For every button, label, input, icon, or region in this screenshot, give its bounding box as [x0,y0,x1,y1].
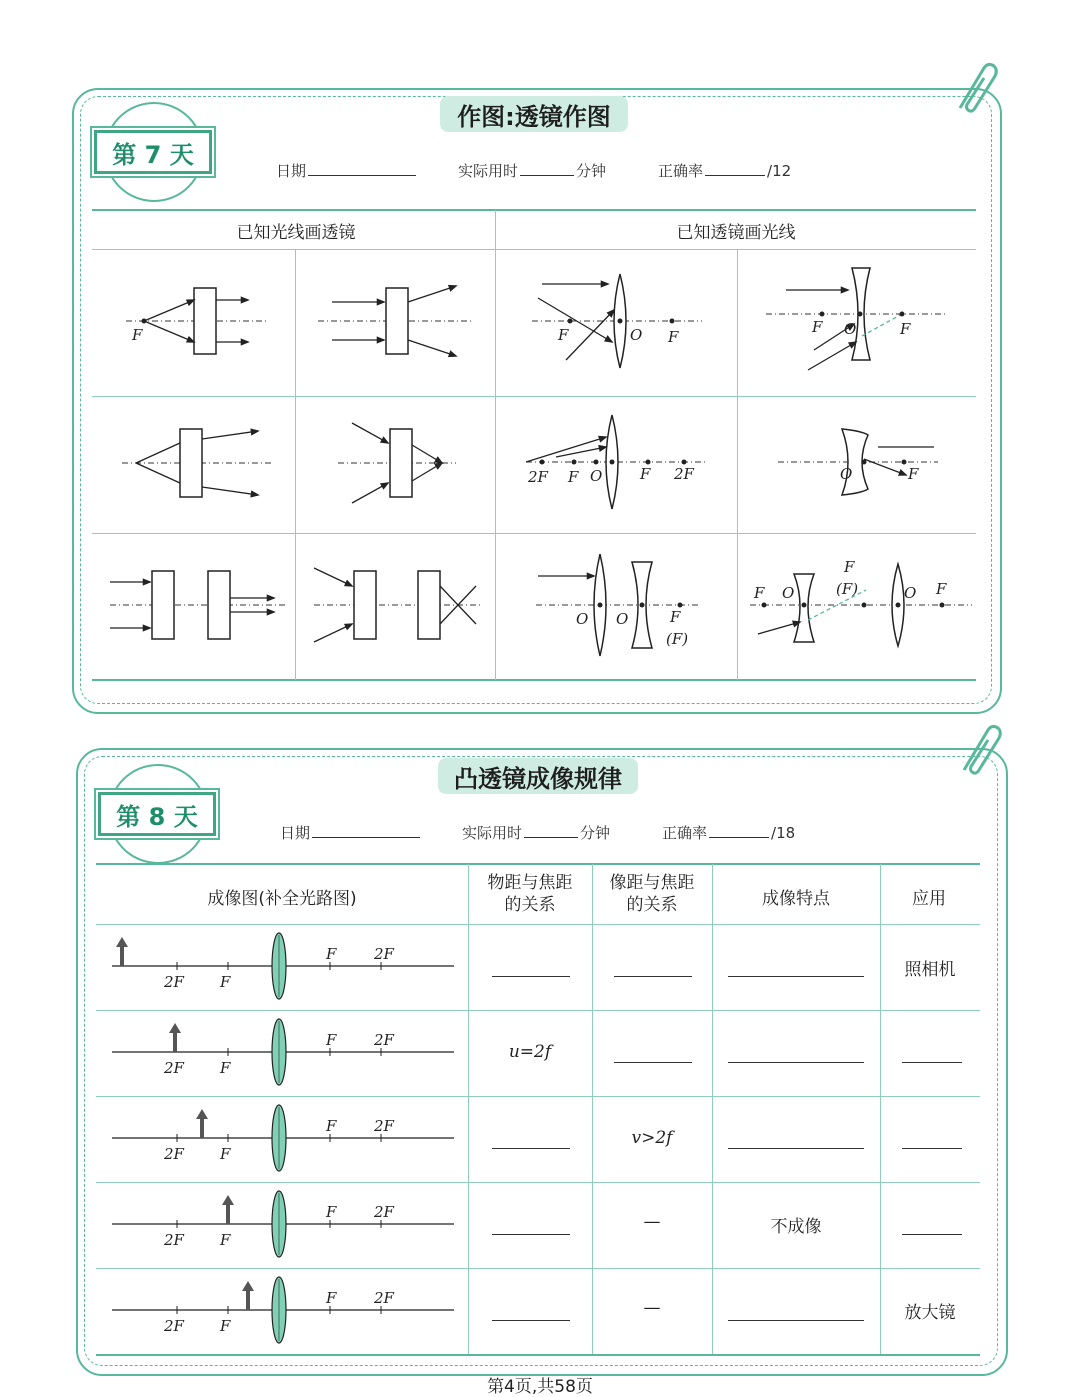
day7-title: 作图:透镜作图 [440,96,628,132]
diagram-7-3 [496,250,736,396]
row4-feature: 不成像 [770,1217,822,1237]
svg-text:F: F [670,608,681,626]
diagram-7-12 [738,534,978,680]
day8-date-blank[interactable] [312,836,420,838]
day8-col-divider-4 [880,864,881,1354]
row2-feature-blank[interactable] [728,1062,864,1063]
day8-header-object-dist [468,872,592,916]
day8-header-diagram: 成像图(补全光路图) [207,889,357,909]
day7-time-text: 实际用时 [458,162,519,180]
svg-text:F: F [326,1289,337,1307]
svg-text:O: O [782,584,795,602]
lens-diagram-row-1 [108,925,458,1011]
day8-title: 凸透镜成像规律 [438,758,638,794]
row4-application-blank[interactable] [902,1234,962,1235]
lens-diagram-row-3 [108,1097,458,1183]
day7-accuracy-total: /12 [767,162,792,180]
diagram-7-4 [738,250,978,396]
day7-accuracy-blank[interactable] [705,174,765,176]
svg-text:(F): (F) [836,580,859,598]
svg-text:2F: 2F [374,945,394,963]
day8-badge: 第 8 天 [98,792,216,836]
day8-header-image-dist [592,872,712,916]
paperclip-icon [950,60,1000,120]
day8-header-features: 成像特点 [762,889,830,909]
svg-text:F: F [844,558,855,576]
svg-text:O: O [630,326,643,344]
svg-text:F: F [908,465,919,483]
row2-application-blank[interactable] [902,1062,962,1063]
svg-text:F: F [220,1059,231,1077]
day8-date-label [280,822,422,843]
day8-accuracy-total: /18 [771,824,796,842]
row4-image-dist: — [643,1212,661,1232]
row5-image-dist: — [643,1298,661,1318]
svg-text:F: F [558,326,569,344]
svg-text:O: O [904,584,917,602]
day8-col-divider-3 [712,864,713,1354]
day8-date-text: 日期 [280,824,311,842]
day7-time-unit: 分钟 [576,162,607,180]
row4-object-dist-blank[interactable] [492,1234,570,1235]
row1-image-dist-blank[interactable] [614,976,692,977]
diagram-7-7 [496,397,736,533]
row3-object-dist-blank[interactable] [492,1148,570,1149]
day8-table-top [96,863,980,865]
row5-feature-blank[interactable] [728,1320,864,1321]
row3-feature-blank[interactable] [728,1148,864,1149]
svg-text:O: O [840,465,853,483]
day7-col-right-header: 已知透镜画光线 [676,223,796,243]
row5-object-dist-blank[interactable] [492,1320,570,1321]
day8-time-unit: 分钟 [580,824,611,842]
day7-time-label [458,160,606,181]
day7-time-blank[interactable] [520,174,574,176]
svg-text:F: F [900,320,911,338]
day7-table-top [92,209,976,211]
row1-feature-blank[interactable] [728,976,864,977]
day8-accuracy-label [662,822,795,843]
day7-date-label [276,160,418,181]
svg-text:(F): (F) [666,630,689,648]
svg-text:O: O [576,610,589,628]
day8-time-label [462,822,610,843]
day7-date-blank[interactable] [308,174,416,176]
svg-text:2F: 2F [164,1231,184,1249]
diagram-7-11 [496,534,736,680]
lens-diagram-row-2 [108,1011,458,1097]
page-footer: 第4页,共58页 [487,1377,593,1397]
diagram-7-9 [96,534,296,680]
svg-text:F: F [812,318,823,336]
day8-header-object-dist-2: 的关系 [504,895,556,915]
row3-application-blank[interactable] [902,1148,962,1149]
svg-text:2F: 2F [374,1031,394,1049]
diagram-7-5 [96,397,296,533]
row3-image-dist: v>2f [631,1128,673,1148]
svg-text:F: F [220,1231,231,1249]
svg-text:F: F [220,1145,231,1163]
diagram-7-6 [296,397,496,533]
day8-col-divider-2 [592,864,593,1354]
day8-header-application: 应用 [912,889,946,909]
day8-header-image-dist-2: 的关系 [626,895,678,915]
row1-object-dist-blank[interactable] [492,976,570,977]
day7-accuracy-label [658,160,791,181]
day7-badge: 第 7 天 [94,130,212,174]
svg-text:2F: 2F [374,1117,394,1135]
row2-object-dist: u=2f [508,1042,552,1062]
diagram-7-8 [738,397,978,533]
diagram-7-2 [296,250,496,396]
svg-text:2F: 2F [164,973,184,991]
row5-application: 放大镜 [904,1303,956,1323]
svg-text:2F: 2F [374,1289,394,1307]
lens-diagram-row-4 [108,1183,458,1269]
day7-col-left-header: 已知光线画透镜 [236,223,356,243]
svg-text:2F: 2F [674,465,694,483]
day8-header-object-dist-1: 物距与焦距 [487,873,573,893]
svg-text:2F: 2F [164,1059,184,1077]
svg-text:F: F [326,945,337,963]
row2-image-dist-blank[interactable] [614,1062,692,1063]
day8-col-divider-1 [468,864,469,1354]
day8-accuracy-blank[interactable] [709,836,769,838]
label-F: F [132,326,143,344]
diagram-7-1 [96,250,296,396]
day8-accuracy-text: 正确率 [662,824,708,842]
diagram-7-10 [296,534,496,680]
svg-text:2F: 2F [164,1145,184,1163]
svg-text:F: F [936,580,947,598]
svg-text:O: O [590,467,603,485]
day8-time-text: 实际用时 [462,824,523,842]
svg-text:F: F [326,1117,337,1135]
svg-text:F: F [754,584,765,602]
lens-diagram-row-5 [108,1269,458,1355]
svg-text:O: O [616,610,629,628]
svg-text:F: F [640,465,651,483]
svg-text:2F: 2F [528,468,548,486]
svg-text:F: F [326,1203,337,1221]
svg-text:O: O [844,320,857,338]
svg-text:F: F [568,468,579,486]
svg-text:2F: 2F [164,1317,184,1335]
svg-text:F: F [220,973,231,991]
day8-time-blank[interactable] [524,836,578,838]
day7-accuracy-text: 正确率 [658,162,704,180]
svg-text:F: F [220,1317,231,1335]
day7-date-text: 日期 [276,162,307,180]
svg-text:F: F [668,328,679,346]
svg-text:F: F [326,1031,337,1049]
day8-header-image-dist-1: 像距与焦距 [609,873,695,893]
paperclip-icon [954,722,1004,782]
row1-application: 照相机 [904,960,956,980]
svg-text:2F: 2F [374,1203,394,1221]
